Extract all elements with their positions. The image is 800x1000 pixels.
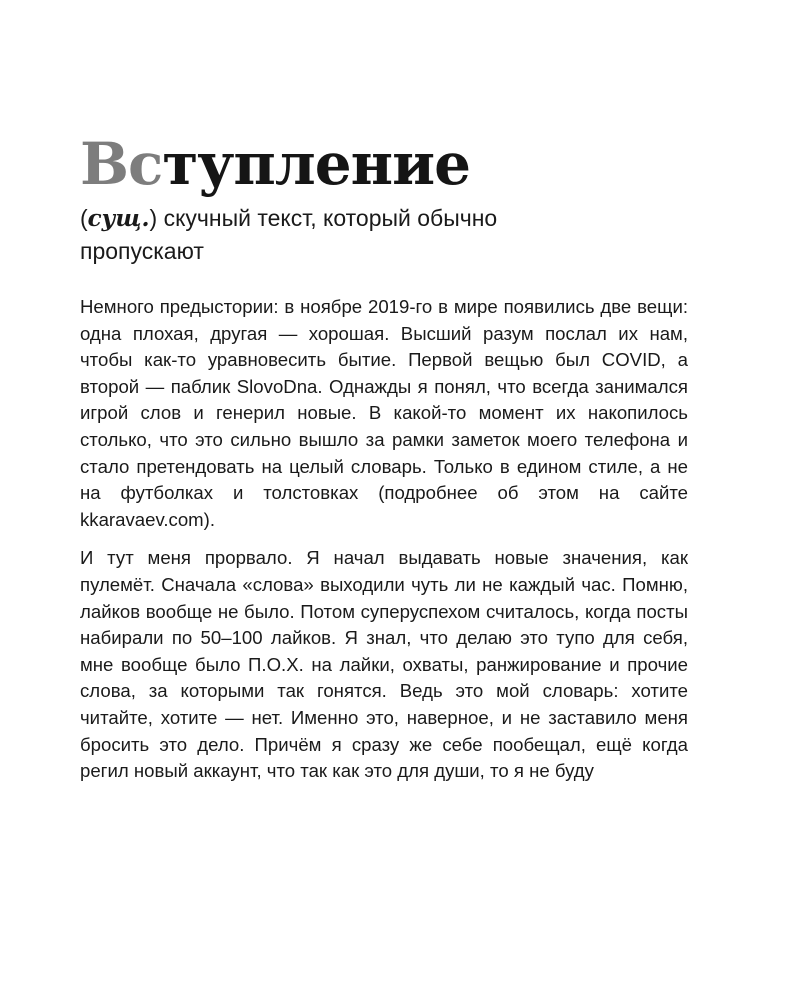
paragraph-2: И тут меня прорвало. Я начал выдавать новые значения, как пулемёт. Сначала «слова» выходили чуть ли не каждый час. Помню, лайков вообще не было. Потом суперуспехом считалось, когда посты набирали по 50–100 лайков. Я знал, что делаю это тупо для себя, мне вообще было П.О.Х. на лайки, охваты, ранжирование и прочие слова, за которыми так гонятся. Ведь это мой словарь: хотите читайте, хотите — нет. Именно это, наверное, и не заставило меня бросить это дело. Причём я сразу же себе пообещал, ещё когда регил новый аккаунт, что так как это для души, то я не буду (80, 547, 688, 782)
paragraph-1: Немного предыстории: в ноябре 2019-го в мире появились две вещи: одна плохая, другая — хорошая. Высший разум послал их нам, чтобы как-то уравновесить бытие. Первой вещью был COVID, а второй — паблик SlovoDna. Однажды я понял, что всегда занимался игрой слов и генерил новые. В какой-то момент их накопилось столько, что это сильно вышло за рамки заметок моего телефона и стало претендовать на целый словарь. Только в едином стиле, а не на футболках и толстовках (подробнее об этом на сайте kkaravaev.com). (80, 296, 688, 530)
title-accent-letters: Вс (80, 130, 163, 198)
definition-open-paren: ( (80, 205, 88, 231)
definition-subtitle (80, 202, 550, 268)
page-title (80, 130, 688, 198)
page (80, 130, 688, 797)
body-text (80, 294, 688, 785)
title-rest: тупление (162, 130, 471, 198)
definition-text: скучный текст, который обычно пропускают (80, 205, 498, 264)
definition-close-paren: ) (149, 205, 158, 231)
part-of-speech: сущ. (87, 205, 150, 232)
